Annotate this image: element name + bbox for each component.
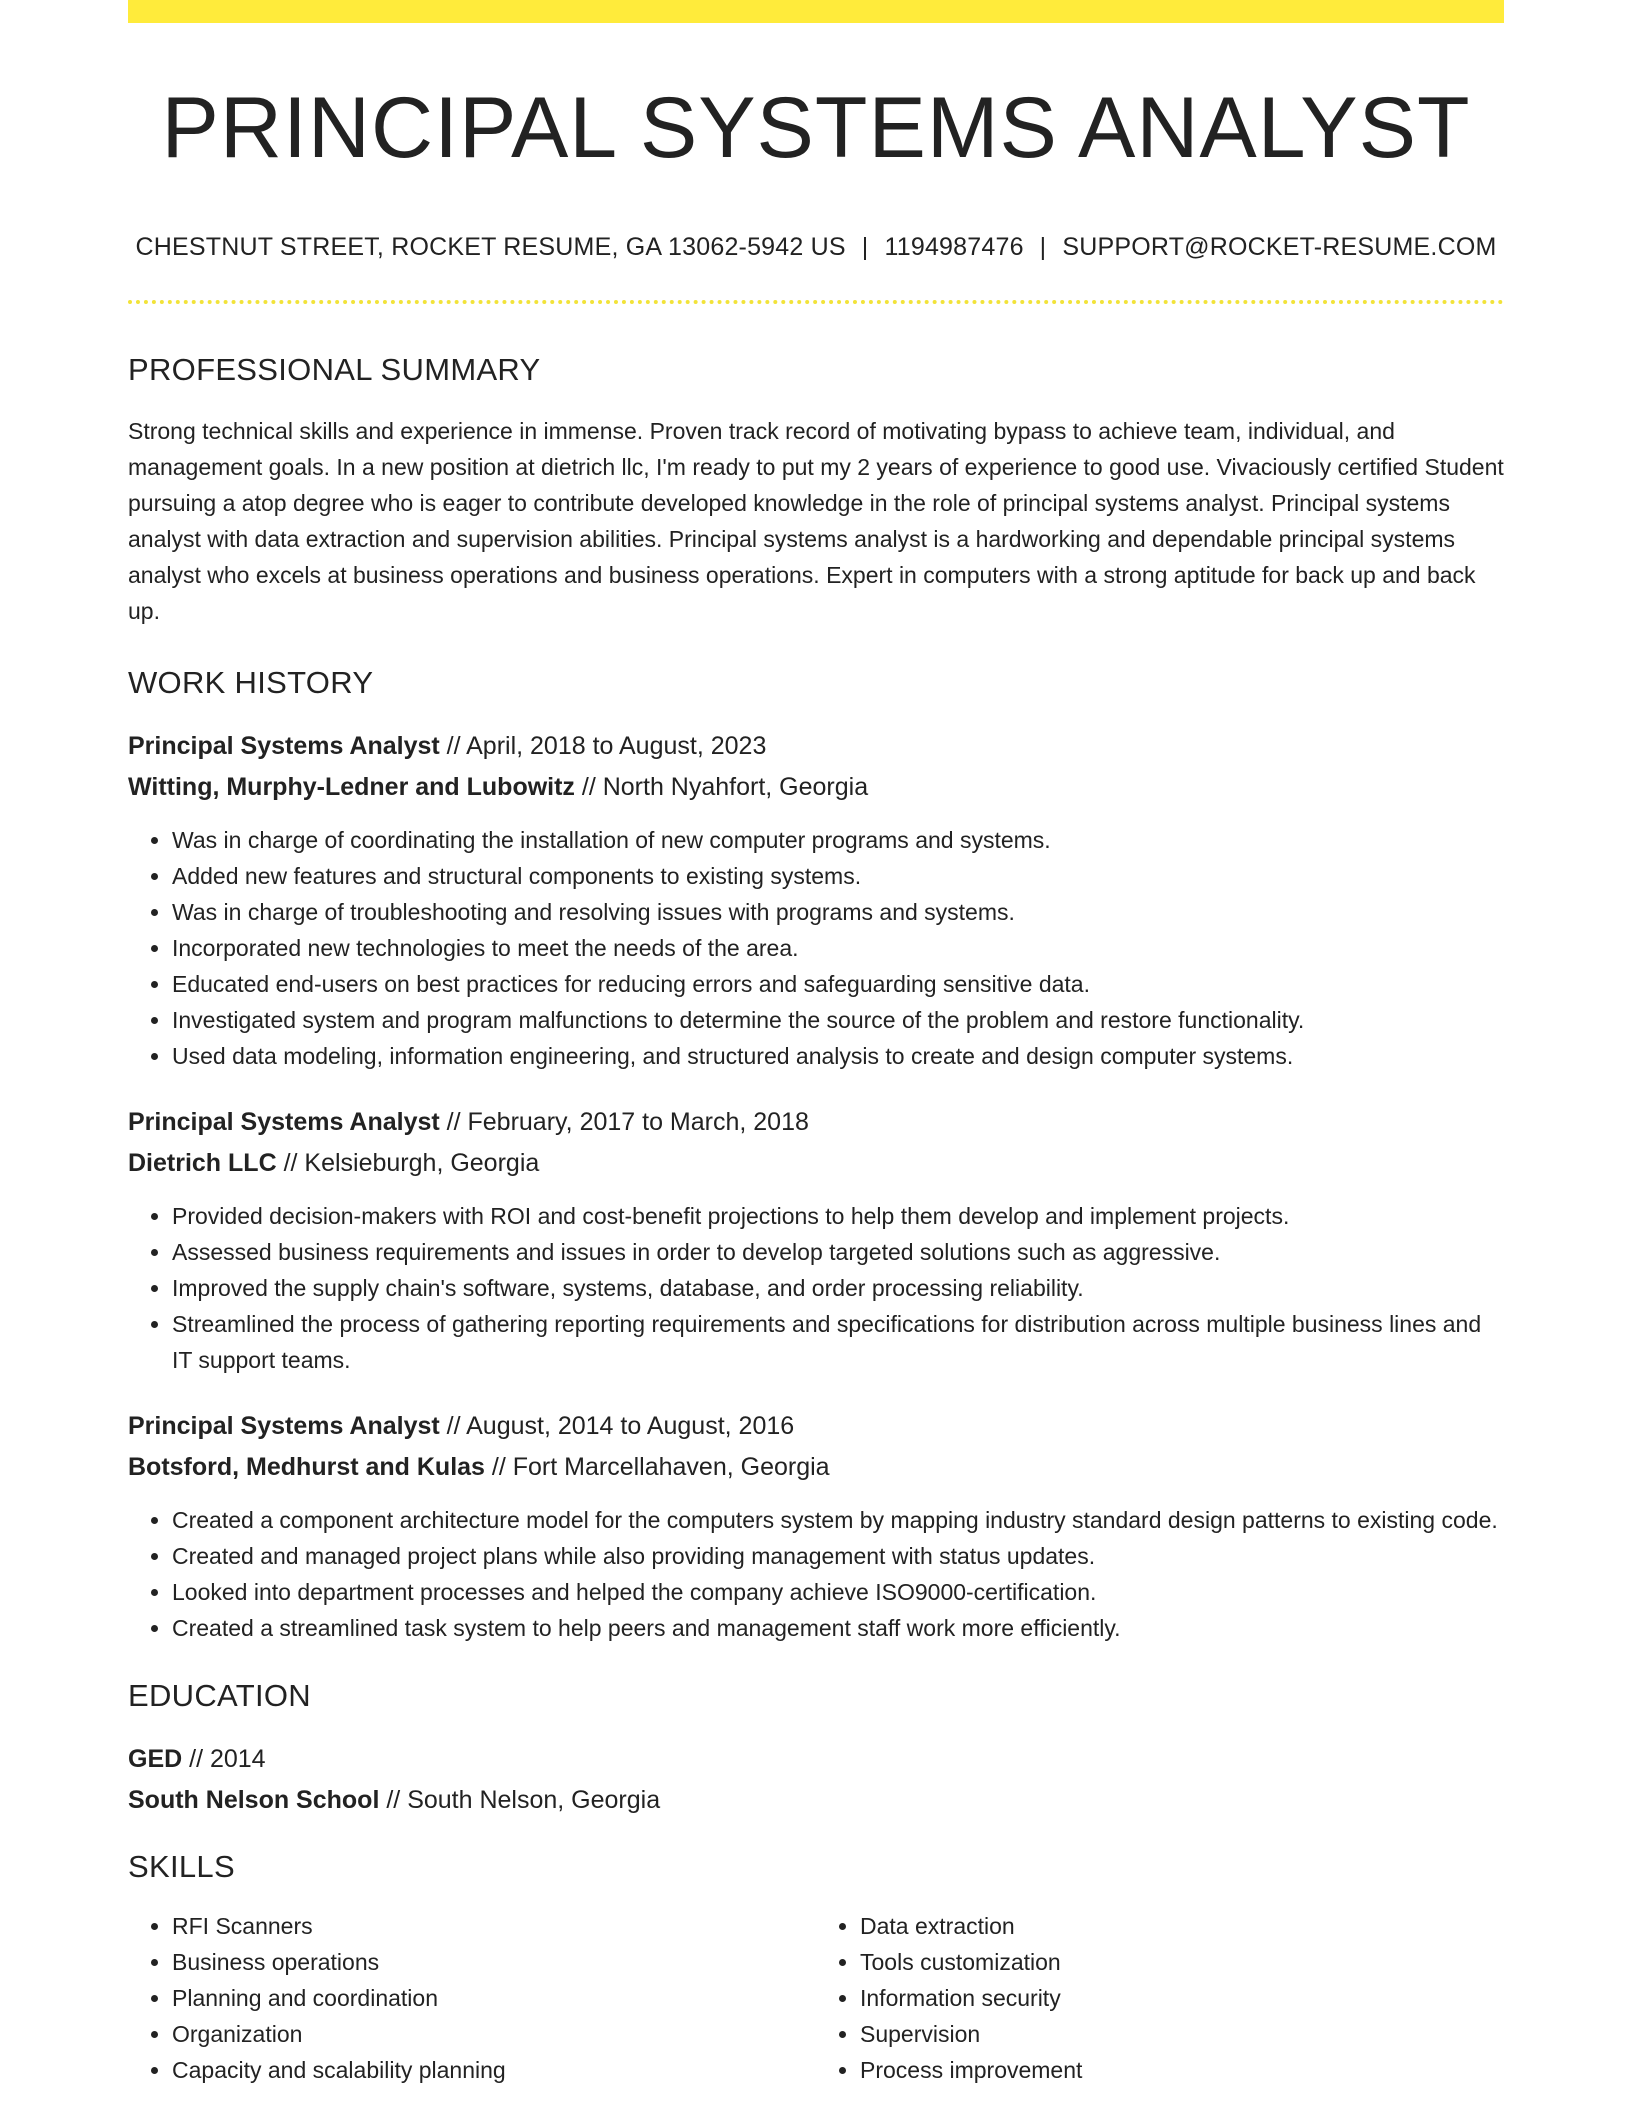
contact-address: CHESTNUT STREET, ROCKET RESUME, GA 13062-5942 US xyxy=(135,233,846,261)
skills-column-right xyxy=(816,1908,1504,2088)
job-bullet: • Used data modeling, information engineering, and structured analysis to create and design computer systems. xyxy=(172,1038,1504,1074)
job-company-line xyxy=(128,775,1504,800)
skill-item: • Capacity and scalability planning xyxy=(172,2052,816,2088)
job-bullet: • Streamlined the process of gathering reporting requirements and specifications for distribution across multiple business lines and IT support teams. xyxy=(172,1306,1504,1378)
contact-email: SUPPORT@ROCKET-RESUME.COM xyxy=(1062,233,1497,261)
job-company: Botsford, Medhurst and Kulas xyxy=(128,1453,485,1481)
job-bullets xyxy=(128,822,1504,1074)
skills-columns xyxy=(128,1908,1504,2088)
education-heading: EDUCATION xyxy=(128,1678,311,1713)
job-bullet: • Assessed business requirements and issues in order to develop targeted solutions such as aggressive. xyxy=(172,1234,1504,1270)
skills-column-left xyxy=(128,1908,816,2088)
skill-item: • Process improvement xyxy=(860,2052,1504,2088)
job-bullet: • Was in charge of coordinating the installation of new computer programs and systems. xyxy=(172,822,1504,858)
skill-item: • Information security xyxy=(860,1980,1504,2016)
contact-line xyxy=(128,235,1504,260)
skill-item: • Business operations xyxy=(172,1944,816,1980)
education-school-line xyxy=(128,1788,1504,1813)
job-title: Principal Systems Analyst xyxy=(128,1108,440,1136)
job-bullets xyxy=(128,1502,1504,1646)
job-dates: // February, 2017 to March, 2018 xyxy=(439,1108,809,1136)
job-bullet: • Improved the supply chain's software, systems, database, and order processing reliability. xyxy=(172,1270,1504,1306)
job-bullet: • Added new features and structural components to existing systems. xyxy=(172,858,1504,894)
skill-item: • Tools customization xyxy=(860,1944,1504,1980)
job-location: // Fort Marcellahaven, Georgia xyxy=(484,1453,830,1481)
job-bullets xyxy=(128,1198,1504,1378)
job-title-line xyxy=(128,734,1504,759)
contact-separator: | xyxy=(1039,233,1047,261)
job-location: // North Nyahfort, Georgia xyxy=(574,773,869,801)
summary-heading: PROFESSIONAL SUMMARY xyxy=(128,352,541,387)
education-degree-line xyxy=(128,1747,1504,1772)
job-company-line xyxy=(128,1151,1504,1176)
job-bullet: • Incorporated new technologies to meet the needs of the area. xyxy=(172,930,1504,966)
job-dates: // August, 2014 to August, 2016 xyxy=(439,1412,795,1440)
accent-bar xyxy=(128,0,1504,23)
skill-item: • Supervision xyxy=(860,2016,1504,2052)
contact-separator: | xyxy=(861,233,869,261)
job-company-line xyxy=(128,1455,1504,1480)
contact-phone: 1194987476 xyxy=(884,233,1024,261)
summary-text: Strong technical skills and experience in immense. Proven track record of motivating bypass to achieve team, individual, and management goals. In a new position at dietrich llc, I'm ready to put my 2 years of experience to good use. Vivaciously certified Student pursuing a atop degree who is eager to contribute developed knowledge in the role of principal systems analyst. Principal systems analyst with data extraction and supervision abilities. Principal systems analyst is a hardworking and dependable principal systems analyst who excels at business operations and business operations. Expert in computers with a strong aptitude for back up and back up. xyxy=(128,418,1504,624)
page-title: PRINCIPAL SYSTEMS ANALYST xyxy=(161,80,1471,176)
job-entry xyxy=(128,734,1504,1074)
job-bullet: • Investigated system and program malfunctions to determine the source of the problem and restore functionality. xyxy=(172,1002,1504,1038)
skills-list xyxy=(128,1908,816,2088)
job-company: Dietrich LLC xyxy=(128,1149,277,1177)
job-bullet: • Created a streamlined task system to help peers and management staff work more efficiently. xyxy=(172,1610,1504,1646)
job-entry xyxy=(128,1110,1504,1378)
skill-item: • Planning and coordination xyxy=(172,1980,816,2016)
education-location: // South Nelson, Georgia xyxy=(379,1786,661,1814)
skill-item: • Organization xyxy=(172,2016,816,2052)
skills-list xyxy=(816,1908,1504,2088)
job-bullet: • Provided decision-makers with ROI and cost-benefit projections to help them develop and implement projects. xyxy=(172,1198,1504,1234)
job-title-line xyxy=(128,1110,1504,1135)
job-title: Principal Systems Analyst xyxy=(128,1412,440,1440)
job-location: // Kelsieburgh, Georgia xyxy=(276,1149,540,1177)
job-bullet: • Created and managed project plans while also providing management with status updates. xyxy=(172,1538,1504,1574)
job-company: Witting, Murphy-Ledner and Lubowitz xyxy=(128,773,575,801)
work-history-heading: WORK HISTORY xyxy=(128,665,374,700)
skill-item: • Data extraction xyxy=(860,1908,1504,1944)
job-bullet: • Looked into department processes and helped the company achieve ISO9000-certification. xyxy=(172,1574,1504,1610)
education-school: South Nelson School xyxy=(128,1786,380,1814)
skill-item: • RFI Scanners xyxy=(172,1908,816,1944)
job-entry xyxy=(128,1414,1504,1646)
education-degree: GED xyxy=(128,1745,183,1773)
education-year: // 2014 xyxy=(182,1745,266,1773)
job-title: Principal Systems Analyst xyxy=(128,732,440,760)
job-bullet: • Created a component architecture model for the computers system by mapping industry standard design patterns to existing code. xyxy=(172,1502,1504,1538)
dotted-divider xyxy=(128,300,1504,304)
skills-heading: SKILLS xyxy=(128,1849,235,1884)
job-bullet: • Educated end-users on best practices for reducing errors and safeguarding sensitive data. xyxy=(172,966,1504,1002)
job-dates: // April, 2018 to August, 2023 xyxy=(439,732,767,760)
job-title-line xyxy=(128,1414,1504,1439)
resume-page xyxy=(128,0,1504,2088)
job-bullet: • Was in charge of troubleshooting and resolving issues with programs and systems. xyxy=(172,894,1504,930)
